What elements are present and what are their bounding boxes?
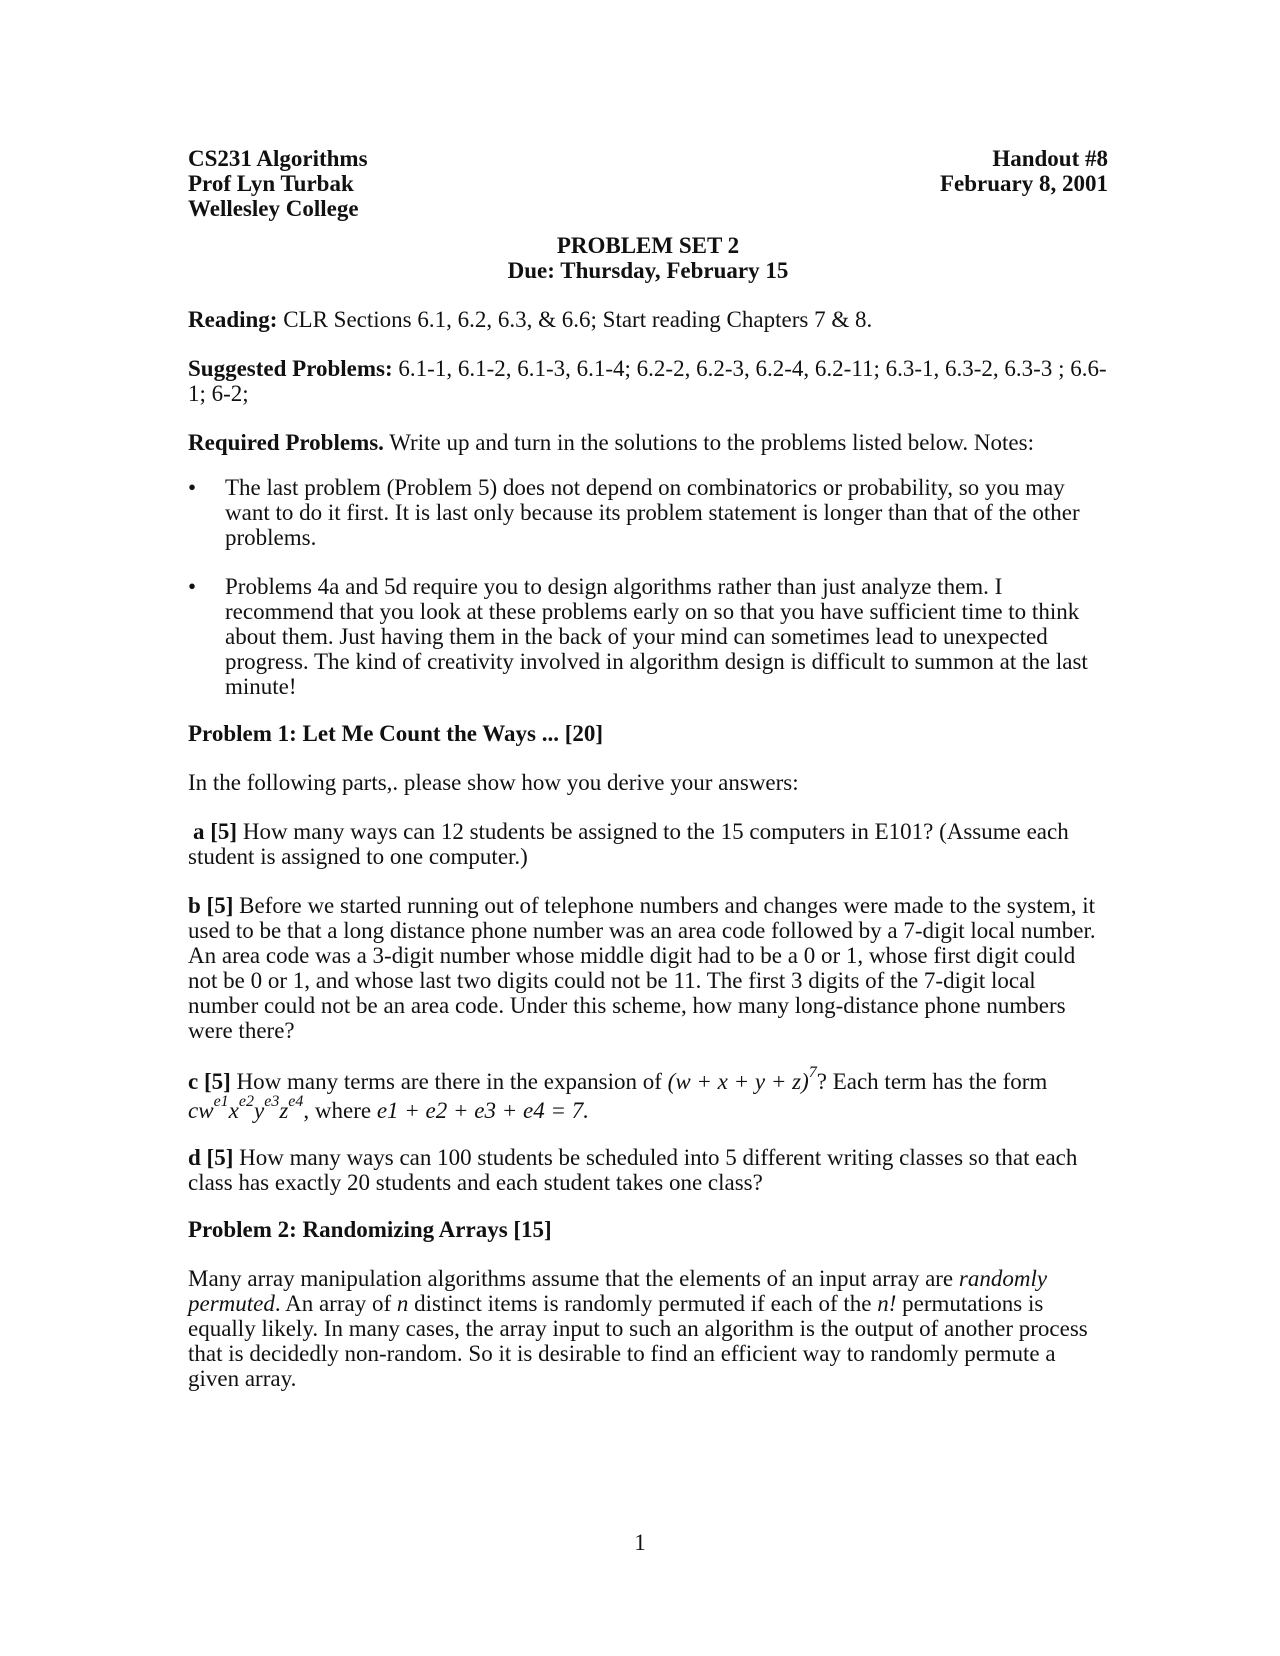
term-coef: c <box>188 1098 199 1123</box>
list-item <box>188 574 1108 699</box>
term-y: y <box>254 1098 265 1123</box>
reading-label: Reading: <box>188 307 278 332</box>
suggested-label: Suggested Problems: <box>188 356 393 381</box>
part-d-label: d [5] <box>188 1145 234 1170</box>
term-x: x <box>228 1098 239 1123</box>
problem1-part-d <box>188 1145 1108 1195</box>
p2-var-n: n <box>396 1291 409 1316</box>
course-name: CS231 Algorithms <box>188 146 368 171</box>
term-e2: e2 <box>238 1093 254 1111</box>
handout-header <box>188 146 1108 221</box>
term-e3: e3 <box>264 1093 280 1111</box>
due-date: Due: Thursday, February 15 <box>507 258 789 283</box>
term-e1: e1 <box>213 1093 229 1111</box>
problem1-part-b <box>188 893 1108 1043</box>
part-a-label: a [5] <box>193 819 238 844</box>
p2-text-1: Many array manipulation algorithms assume that the elements of an input array are <box>188 1266 959 1291</box>
part-c-label: c [5] <box>188 1069 231 1094</box>
term-e4: e4 <box>288 1093 304 1111</box>
reading-section <box>188 307 1108 332</box>
part-c-text: How many terms are there in the expansion of <box>230 1069 668 1094</box>
note-text: The last problem (Problem 5) does not depend on combinatorics or probability, so you may want to do it first. It is last only because its problem statement is longer than that of the other problems. <box>225 475 1080 550</box>
list-item <box>188 475 1108 550</box>
term-w: w <box>198 1098 214 1123</box>
page-number: 1 <box>634 1530 646 1555</box>
suggested-section <box>188 356 1108 406</box>
document-page <box>188 146 1108 1391</box>
part-c-text-3: , where <box>303 1098 377 1123</box>
problem1-part-c <box>188 1064 1108 1125</box>
header-left <box>188 146 368 221</box>
reading-text: CLR Sections 6.1, 6.2, 6.3, & 6.6; Start reading Chapters 7 & 8. <box>277 307 873 332</box>
problem1-heading: Problem 1: Let Me Count the Ways ... [20] <box>188 721 604 746</box>
expansion-base: (w + x + y + z) <box>667 1069 809 1094</box>
problem1-part-a <box>188 819 1108 869</box>
p2-text-2: . An array of <box>274 1291 397 1316</box>
expansion-exponent: 7 <box>808 1064 817 1082</box>
professor-name: Prof Lyn Turbak <box>188 171 354 196</box>
problem2-body <box>188 1266 1108 1391</box>
part-b-text: Before we started running out of telephone numbers and changes were made to the system, it used to be that a long distance phone number was an area code followed by a 7-digit local number. An area code was a 3-digit number whose middle digit had to be a 0 or 1, whose first digit could not be 0 or 1, and whose last two digits could not be 11. The first 3 digits of the 7-digit local number could not be an area code. Under this scheme, how many long-distance phone numbers were there? <box>188 893 1096 1043</box>
bullet-icon: • <box>188 574 197 599</box>
suggested-text: 6.1-1, 6.1-2, 6.1-3, 6.1-4; 6.2-2, 6.2-3, 6.2-4, 6.2-11; 6.3-1, 6.3-2, 6.3-3 ; 6.6-1; 6-2; <box>188 356 1107 406</box>
p2-text-4: permutations is equally likely. In many cases, the array input to such an algorithm is the output of another process that is decidedly non-random. So it is desirable to find an efficient way to randomly permute a given array. <box>188 1291 1088 1391</box>
note-text: Problems 4a and 5d require you to design algorithms rather than just analyze them. I recommend that you look at these problems early on so that you have sufficient time to think about them. Just having them in the back of your mind can sometimes lead to unexpected progress. The kind of creativity involved in algorithm design is difficult to summon at the last minute! <box>225 574 1088 699</box>
header-right <box>940 146 1108 221</box>
part-a-text: How many ways can 12 students be assigned to the 15 computers in E101? (Assume each student is assigned to one computer.) <box>188 819 1069 869</box>
handout-date: February 8, 2001 <box>939 171 1108 196</box>
p2-var-nfact: n! <box>877 1291 897 1316</box>
term-z: z <box>279 1098 289 1123</box>
page-title <box>188 233 1108 283</box>
bullet-icon: • <box>188 475 197 500</box>
problem-set-title: PROBLEM SET 2 <box>556 233 740 258</box>
problem1-intro: In the following parts,. please show how you derive your answers: <box>188 770 799 795</box>
notes-list <box>188 475 1108 699</box>
p2-emph-random: randomly permuted <box>188 1266 1048 1316</box>
handout-number: Handout #8 <box>992 146 1108 171</box>
college-name: Wellesley College <box>188 196 359 221</box>
part-c-text-2: ? Each term has the form <box>816 1069 1048 1094</box>
part-b-label: b [5] <box>188 893 234 918</box>
p2-text-3: distinct items is randomly permuted if each of the <box>408 1291 878 1316</box>
problem2-heading: Problem 2: Randomizing Arrays [15] <box>188 1217 552 1242</box>
required-label: Required Problems. <box>188 430 384 455</box>
required-text: Write up and turn in the solutions to the problems listed below. Notes: <box>383 430 1034 455</box>
exponent-equation: e1 + e2 + e3 + e4 = 7. <box>376 1098 589 1123</box>
expansion-expression <box>667 1064 817 1094</box>
term-form <box>188 1093 304 1123</box>
required-section <box>188 430 1108 455</box>
part-d-text: How many ways can 100 students be scheduled into 5 different writing classes so that each class has exactly 20 students and each student takes one class? <box>188 1145 1078 1195</box>
